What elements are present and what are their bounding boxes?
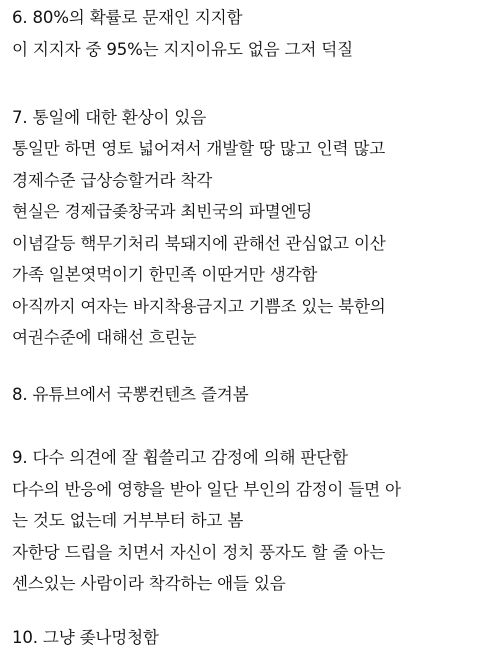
section-9-line: 센스있는 사람이라 착각하는 애들 있음	[12, 574, 286, 593]
section-10-heading: 10. 그냥 좆나멍청함	[12, 628, 159, 647]
section-7-line: 통일만 하면 영토 넓어져서 개발할 땅 많고 인력 많고	[12, 139, 386, 158]
section-7-line: 가족 일본엿먹이기 한민족 이딴거만 생각함	[12, 265, 318, 284]
section-7-heading: 7. 통일에 대한 환상이 있음	[12, 108, 207, 127]
section-9-line: 다수의 반응에 영향을 받아 일단 부인의 감정이 들면 아	[12, 480, 401, 499]
section-7-line: 아직까지 여자는 바지착용금지고 기쁨조 있는 북한의	[12, 297, 386, 316]
section-7-line: 현실은 경제급좆창국과 최빈국의 파멸엔딩	[12, 202, 313, 221]
section-8-heading: 8. 유튜브에서 국뽕컨텐츠 즐겨봄	[12, 385, 249, 404]
section-6-line: 이 지지자 중 95%는 지지이유도 없음 그저 덕질	[12, 40, 353, 59]
section-7-line: 이념갈등 핵무기처리 북돼지에 관해선 관심없고 이산	[12, 234, 386, 253]
section-9-line: 는 것도 없는데 거부부터 하고 봄	[12, 511, 244, 530]
section-7-line: 경제수준 급상승할거라 착각	[12, 171, 213, 190]
section-9-line: 자한당 드립을 치면서 자신이 정치 풍자도 할 줄 아는	[12, 543, 386, 562]
section-9-heading: 9. 다수 의견에 잘 휩쓸리고 감정에 의해 판단함	[12, 448, 348, 467]
section-7-line: 여권수준에 대해선 흐린눈	[12, 328, 197, 347]
section-6-heading: 6. 80%의 확률로 문재인 지지함	[12, 8, 243, 27]
